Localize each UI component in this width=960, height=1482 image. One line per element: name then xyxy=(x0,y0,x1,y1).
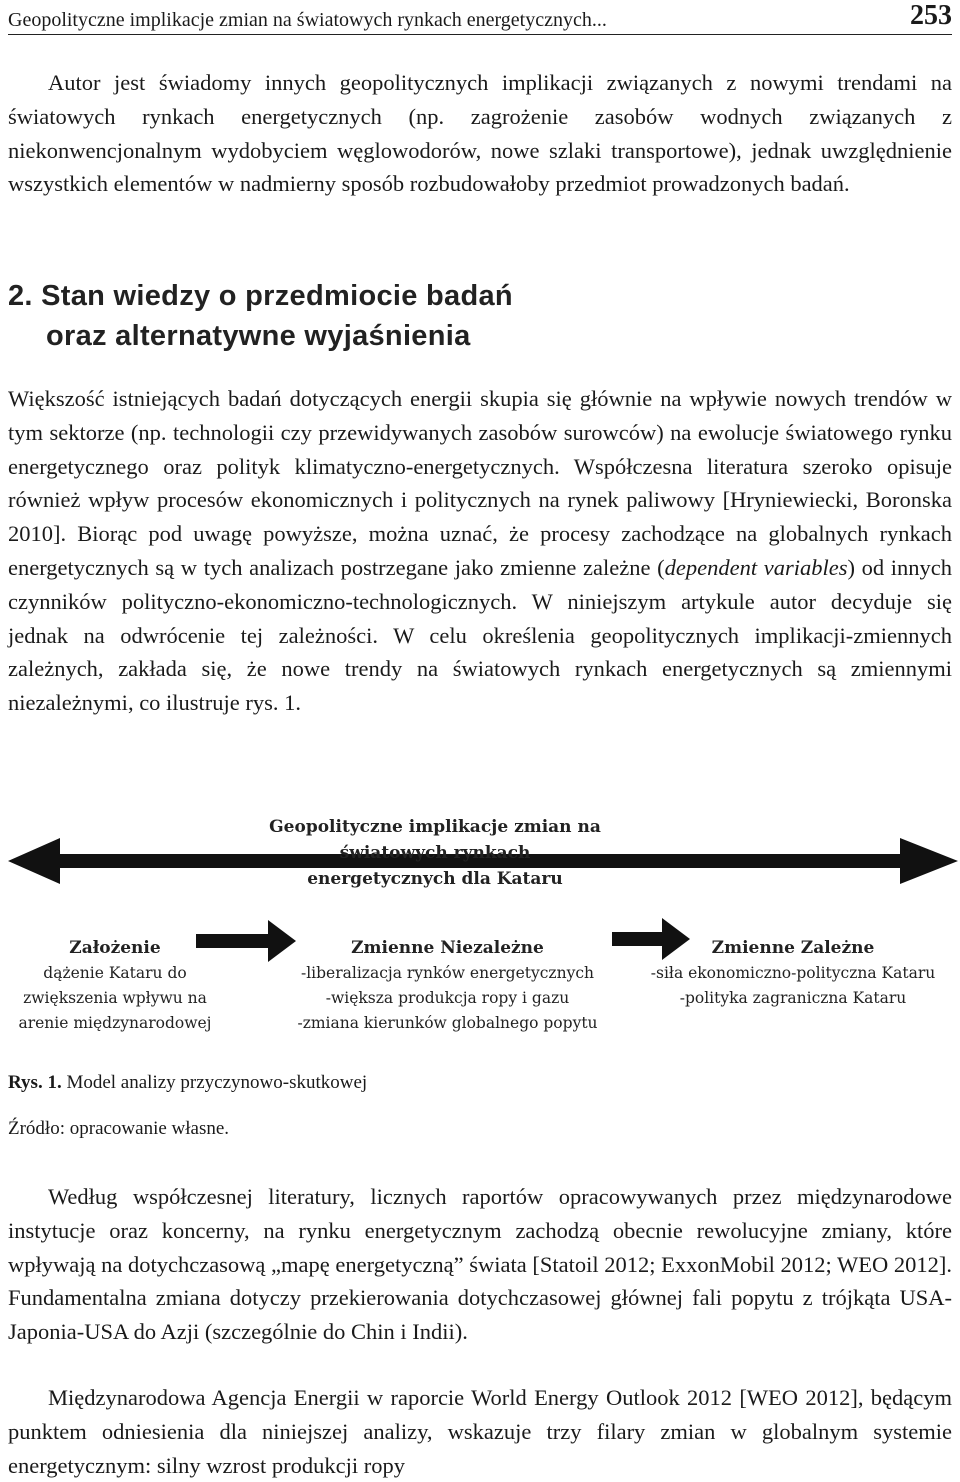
figure-caption xyxy=(8,1072,367,1094)
figure-caption-text: Model analizy przyczynowo-skutkowej xyxy=(61,1072,368,1093)
dependent-variables-heading: Zmienne Zależne xyxy=(711,938,875,958)
diagram-independent-variables-box xyxy=(270,936,625,1036)
running-header xyxy=(8,2,952,35)
section-heading-line2: oraz alternatywne wyjaśnienia xyxy=(46,320,471,352)
diagram-dependent-variables-box xyxy=(628,936,958,1011)
independent-variables-heading: Zmienne Niezależne xyxy=(351,938,544,958)
assumption-heading: Założenie xyxy=(69,938,161,958)
dependent-variable-item: -siła ekonomiczno-polityczna Kataru xyxy=(650,964,936,982)
figure-label: Rys. 1. xyxy=(8,1072,62,1093)
figure-source: Źródło: opracowanie własne. xyxy=(8,1118,230,1139)
section-heading xyxy=(8,276,952,356)
section-heading-line1: 2. Stan wiedzy o przedmiocie badań xyxy=(8,280,513,312)
assumption-line: arenie międzynarodowej xyxy=(18,1014,212,1032)
dependent-variable-item: -polityka zagraniczna Kataru xyxy=(679,989,907,1007)
independent-variable-item: -zmiana kierunków globalnego popytu xyxy=(297,1014,598,1032)
diagram-title-line: energetycznych dla Kataru xyxy=(307,869,563,889)
figure-diagram xyxy=(0,806,960,1046)
paragraph-intro: Autor jest świadomy innych geopolitycznych implikacji związanych z nowymi trendami na światowych rynkach energetycznych (np. zagrożenie zasobów wodnych związanych z niekonwencjonalnym wydobyciem węglowodorów, nowe szlaki transportowe), jednak uwzględnienie wszystkich elementów w nadmierny sposób rozbudowałoby przedmiot prowadzonych badań. xyxy=(8,70,952,197)
paragraph-text-b: ) od innych czynników polityczno-ekonomiczno-technologicznych. W niniejszym artykule autor decyduje się jednak na odwrócenie tej zależności. W celu określenia geopolitycznych implikacji-zmiennych zależnych, zakłada się, że nowe trendy na światowych rynkach energetycznych są zmiennymi niezależnymi, co ilustruje rys. 1. xyxy=(8,554,953,716)
paragraph-text-a: Większość istniejących badań dotyczących energii skupia się głównie na wpływie nowych trendów w tym sektorze (np. technologii czy przewidywanych zasobów surowców) na ewolucje światowego rynku energetycznego oraz polityk klimatyczno-energetycznych. Współczesna literatura szeroko opisuje również wpływ procesów ekonomicznych i politycznych na rynek paliwowy [Hryniewiecki, Boronska 2010]. Biorąc pod uwagę powyższe, można uznać, że procesy zachodzące na globalnych rynkach energetycznych są w tych analizach postrzegane jako zmienne zależne ( xyxy=(8,386,952,580)
paragraph-iea-report: Międzynarodowa Agencja Energii w raporcie World Energy Outlook 2012 [WEO 2012], będącym punktem odniesienia dla niniejszej analizy, wskazuje trzy filary zmian w globalnym systemie energetycznym: silny wzrost produkcji ropy xyxy=(8,1385,952,1478)
paragraph-literature: Według współczesnej literatury, licznych raportów opracowywanych przez międzynarodowe instytucje oraz koncerny, na rynku energetycznym zachodzą obecnie rewolucyjne zmiany, które wpływają na dotychczasową „mapę energetyczną” świata [Statoil 2012; ExxonMobil 2012; WEO 2012]. Fundamentalna zmiana dotyczy przekierowania dotychczasowej głównej fali popytu z trójkąta USA-Japonia-USA do Azji (szczególnie do Chin i Indii). xyxy=(8,1184,952,1345)
independent-variable-item: -liberalizacja rynków energetycznych xyxy=(300,964,594,982)
running-title: Geopolityczne implikacje zmian na światowych rynkach energetycznych... xyxy=(8,9,607,31)
diagram-title-line: światowych rynkach xyxy=(339,843,531,863)
paragraph-state-of-knowledge xyxy=(8,382,952,720)
diagram-assumption-box xyxy=(0,936,230,1036)
independent-variable-item: -większa produkcja ropy i gazu xyxy=(325,989,570,1007)
diagram-title-line: Geopolityczne implikacje zmian na xyxy=(269,817,601,837)
diagram-title xyxy=(240,814,630,892)
page-number: 253 xyxy=(910,0,952,31)
italic-term: dependent variables xyxy=(664,554,848,580)
assumption-line: zwiększenia wpływu na xyxy=(23,989,207,1007)
assumption-line: dążenie Kataru do xyxy=(43,964,187,982)
